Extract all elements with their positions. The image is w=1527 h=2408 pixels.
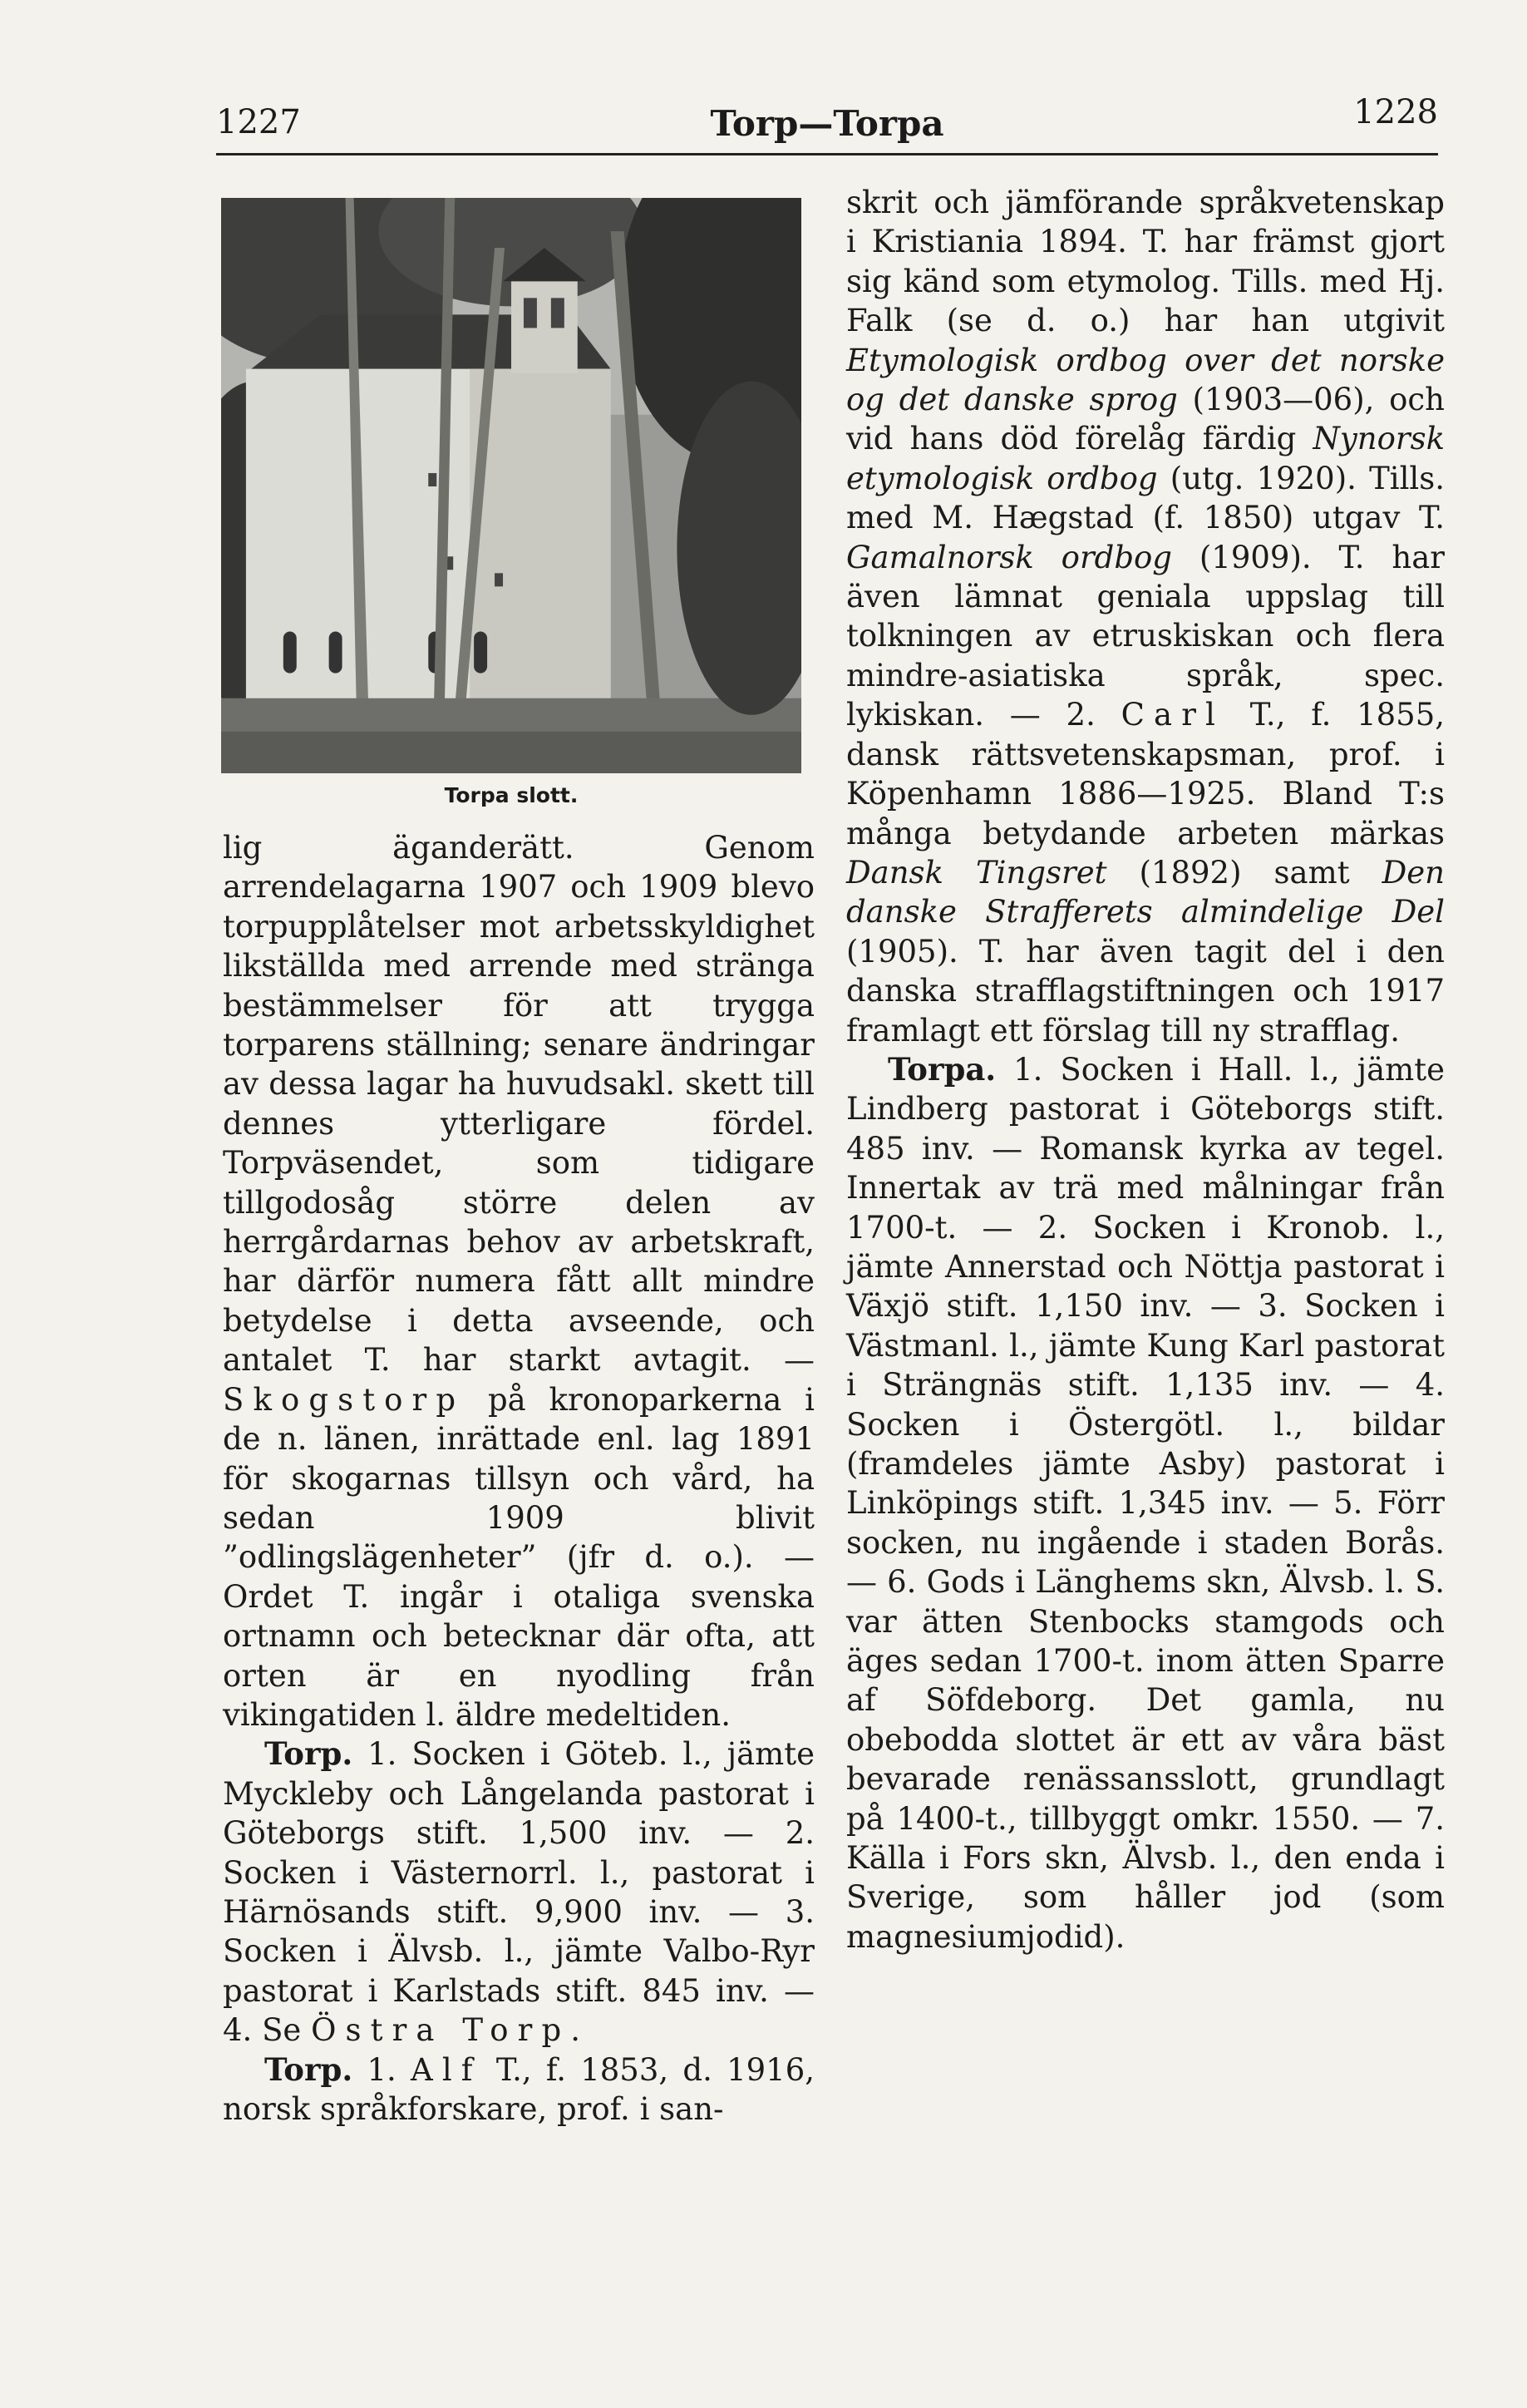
cross-ref-ostra-torp: Östra Torp. bbox=[311, 2012, 590, 2049]
right-column bbox=[846, 183, 1445, 1956]
entry-headword: Torp. bbox=[264, 1735, 353, 1773]
term-skogstorp: Skogstorp bbox=[223, 1381, 465, 1418]
castle-illustration bbox=[221, 198, 801, 773]
person-name-carl: Carl bbox=[1121, 697, 1224, 733]
left-column bbox=[223, 828, 815, 2129]
work-title: Den danske Strafferets almindelige Del bbox=[846, 854, 1445, 930]
paragraph-torpvasendet: lig äganderätt. Genom arrendelagarna 1907 och 1909 blevo torpupplåtelser mot arbetsskyldighet likställda med arrende med stränga bestämmelser för att trygga torparens ställning; senare ändringar av dessa lagar ha huvudsakl. skett till dennes ytterligare fördel. Torpväsendet, som tidigare tillgodosåg större delen av herrgårdarnas behov av arbetskraft, har därför numera fått allt mindre betydelse i detta avseende, och antalet T. har starkt avtagit. — Skogstorp på kronoparkerna i de n. länen, inrättade enl. lag 1891 för skogarnas tillsyn och vård, ha sedan 1909 blivit ”odlingslägenheter” (jfr d. o.). — Ordet T. ingår i otaliga svenska ortnamn och betecknar där ofta, att orten är en nyodling från vikingatiden l. äldre medeltiden. bbox=[223, 830, 815, 1733]
entry-torpa: Torpa. 1. Socken i Hall. l., jämte Lindberg pastorat i Göteborgs stift. 485 inv. — Romansk kyrka av tegel. Innertak av trä med målningar från 1700-t. — 2. Socken i Kronob. l., jämte Annerstad och Nöttja pastorat i Växjö stift. 1,150 inv. — 3. Socken i Västmanl. l., jämte Kung Karl pastorat i Strängnäs stift. 1,135 inv. — 4. Socken i Östergötl. l., bildar (framdeles jämte Asby) pastorat i Linköpings stift. 1,345 inv. — 5. Förr socken, nu ingående i staden Borås. — 6. Gods i Länghems skn, Älvsb. l. S. var ätten Stenbocks stamgods och äges sedan 1700-t. inom ätten Sparre af Söfdeborg. Det gamla, nu obebodda slottet är ett av våra bäst bevarade renässansslott, grundlagt på 1400-t., tillbyggt omkr. 1550. — 7. Källa i Fors skn, Älvsb. l., den enda i Sverige, som håller jod (som magnesiumjodid). bbox=[846, 1050, 1445, 1955]
page-header bbox=[216, 93, 1438, 151]
entry-torp-person-continued: skrit och jämförande språkvetenskap i Kristiania 1894. T. har främst gjort sig känd som etymolog. Tills. med Hj. Falk (se d. o.) har han utgivit Etymologisk ordbog over det norske og det danske sprog (1903—06), och vid hans död förelåg färdig Nynorsk etymologisk ordbog (utg. 1920). Tills. med M. Hægstad (f. 1850) utgav T. Gamalnorsk ordbog (1909). T. har även lämnat geniala uppslag till tolkningen av etruskiskan och flera mindre-asiatiska språk, spec. lykiskan. — 2. Carl T., f. 1855, dansk rättsvetenskapsman, prof. i Köpenhamn 1886—1925. Bland T:s många betydande arbeten märkas Dansk Tingsret (1892) samt Den danske Strafferets almindelige Del (1905). T. har även tagit del i den danska strafflagstiftningen och 1917 framlagt ett förslag till ny strafflag. bbox=[846, 185, 1446, 1049]
page-number-right: 1228 bbox=[1353, 93, 1438, 131]
work-title: Nynorsk etymologisk ordbog bbox=[846, 421, 1446, 496]
entry-torp-socken: Torp. 1. Socken i Göteb. l., jämte Myckleby och Långelanda pastorat i Göteborgs stift. 1,500 inv. — 2. Socken i Västernorrl. l., pastorat i Härnösands stift. 9,900 inv. — 3. Socken i Älvsb. l., jämte Valbo-Ryr pastorat i Karlstads stift. 845 inv. — 4. Se Östra Torp. bbox=[223, 1735, 815, 2049]
entry-headword: Torpa. bbox=[888, 1050, 997, 1088]
photo-caption: Torpa slott. bbox=[444, 783, 579, 807]
work-title: Etymologisk ordbog over det norske og det danske sprog bbox=[846, 342, 1445, 418]
castle-photo bbox=[221, 198, 801, 773]
work-title: Gamalnorsk ordbog bbox=[846, 539, 1172, 575]
entry-headword: Torp. bbox=[264, 2050, 353, 2088]
person-name-alf: Alf bbox=[411, 2051, 482, 2088]
work-title: Dansk Tingsret bbox=[846, 854, 1107, 891]
header-rule bbox=[216, 153, 1438, 155]
running-title: Torp—Torpa bbox=[710, 103, 944, 144]
entry-torp-person: Torp. 1. Alf T., f. 1853, d. 1916, norsk språkforskare, prof. i san- bbox=[223, 2050, 815, 2127]
page-number-left: 1227 bbox=[216, 103, 301, 141]
